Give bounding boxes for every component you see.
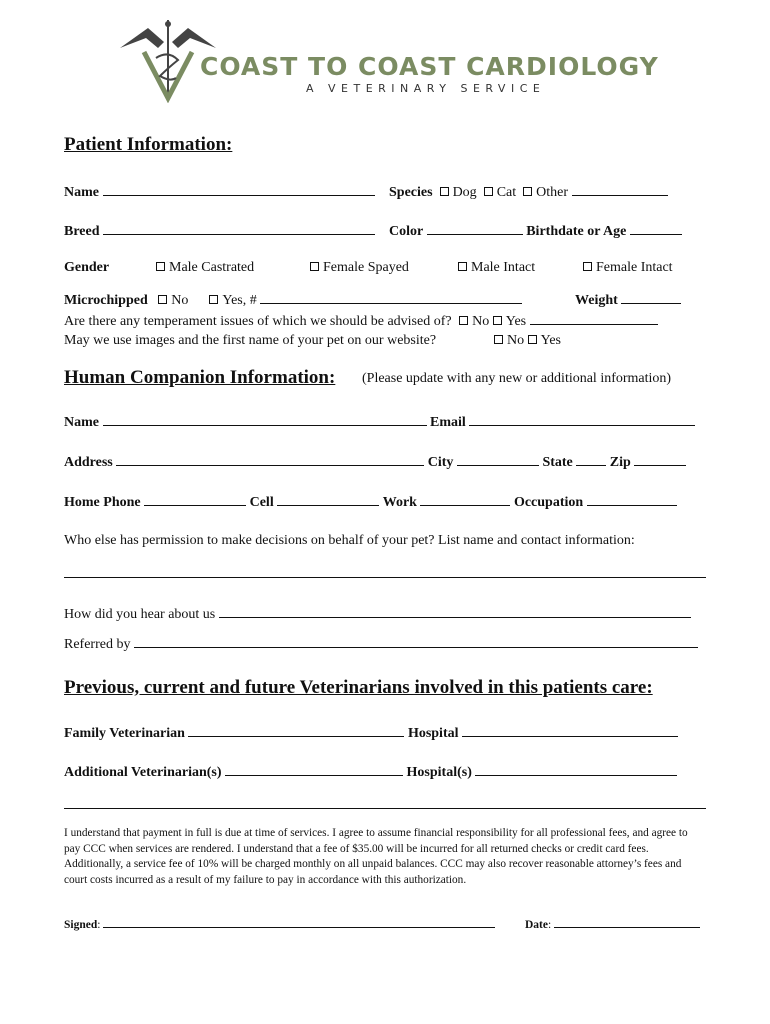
signed-row: Signed: xyxy=(64,915,495,931)
city-label: City xyxy=(427,455,454,470)
microchip-no-label: No xyxy=(171,293,189,308)
family-vet-row xyxy=(64,724,678,742)
temperament-question: Are there any temperament issues of which we should be advised of? xyxy=(64,314,452,329)
date-row: Date: xyxy=(525,915,700,931)
logo-name: COAST TO COAST CARDIOLOGY xyxy=(200,52,659,81)
images-question: May we use images and the first name of your pet on our website? xyxy=(64,333,437,348)
female-spayed-option[interactable] xyxy=(310,260,409,276)
hear-question: How did you hear about us xyxy=(64,607,216,622)
color-field[interactable] xyxy=(427,222,523,235)
permission-field[interactable] xyxy=(64,577,706,578)
patient-heading: Patient Information: xyxy=(64,134,233,155)
temperament-details-field[interactable] xyxy=(530,312,658,325)
images-no-label: No xyxy=(507,333,525,348)
zip-field[interactable] xyxy=(634,453,686,466)
hospital-field[interactable] xyxy=(462,724,678,737)
human-name-field[interactable] xyxy=(103,413,427,426)
email-field[interactable] xyxy=(469,413,695,426)
family-vet-label: Family Veterinarian xyxy=(64,726,185,741)
male-castrated-checkbox[interactable] xyxy=(156,262,165,271)
signature-field[interactable] xyxy=(103,915,495,928)
other-species-field[interactable] xyxy=(572,183,668,196)
breed-row xyxy=(64,222,375,240)
female-spayed-label: Female Spayed xyxy=(323,260,409,275)
temperament-no-checkbox[interactable] xyxy=(459,316,468,325)
microchipped-label: Microchipped xyxy=(64,293,148,308)
additional-vet-row xyxy=(64,763,677,781)
logo xyxy=(118,18,659,108)
birthdate-label: Birthdate or Age xyxy=(526,224,627,239)
additional-vet-label: Additional Veterinarian(s) xyxy=(64,765,222,780)
additional-vet-extra-field[interactable] xyxy=(64,808,706,809)
human-note: (Please update with any new or additional information) xyxy=(362,371,672,386)
images-options xyxy=(494,333,561,349)
microchip-yes-label: Yes, # xyxy=(222,293,257,308)
agreement-text: I understand that payment in full is due at time of services. I agree to assume financial responsibility for all professional fees, and agree to pay CCC when services are rendered. I understand that a fee of $35.00 will be incurred for all returned checks or credit card fees. Additionally, a service fee of 10% will be charged monthly on all unpaid balances. CCC may also recover reasonable attorney’s fees and court costs incurred as a result of my failure to pay in accordance with this authorization. xyxy=(64,827,688,886)
human-heading: Human Companion Information: xyxy=(64,367,336,388)
female-intact-option[interactable] xyxy=(583,260,673,276)
additional-vet-field[interactable] xyxy=(225,763,403,776)
referred-field[interactable] xyxy=(134,635,698,648)
hospitals-field[interactable] xyxy=(475,763,677,776)
permission-question: Who else has permission to make decisions on behalf of your pet? List name and contact information: xyxy=(64,533,635,548)
color-label: Color xyxy=(389,224,424,239)
species-label: Species xyxy=(389,185,433,200)
dog-label: Dog xyxy=(452,185,477,200)
temperament-row xyxy=(64,312,658,330)
cell-field[interactable] xyxy=(277,493,379,506)
microchip-yes-checkbox[interactable] xyxy=(209,295,218,304)
female-intact-checkbox[interactable] xyxy=(583,262,592,271)
vets-heading: Previous, current and future Veterinarians involved in this patients care: xyxy=(64,677,653,698)
email-label: Email xyxy=(430,415,466,430)
images-yes-label: Yes xyxy=(540,333,561,348)
signed-label: Signed xyxy=(64,919,98,931)
female-intact-label: Female Intact xyxy=(596,260,673,275)
gender-label: Gender xyxy=(64,260,110,275)
state-field[interactable] xyxy=(576,453,606,466)
female-spayed-checkbox[interactable] xyxy=(310,262,319,271)
microchip-no-checkbox[interactable] xyxy=(158,295,167,304)
microchip-row xyxy=(64,291,522,309)
address-field[interactable] xyxy=(116,453,424,466)
male-intact-label: Male Intact xyxy=(471,260,536,275)
weight-label: Weight xyxy=(575,293,618,308)
color-row xyxy=(389,222,682,240)
work-label: Work xyxy=(382,495,417,510)
microchip-number-field[interactable] xyxy=(260,291,522,304)
address-row xyxy=(64,453,686,471)
temperament-yes-label: Yes xyxy=(505,314,527,329)
patient-name-label: Name xyxy=(64,185,99,200)
species-row xyxy=(389,183,668,201)
zip-label: Zip xyxy=(609,455,631,470)
hospitals-label: Hospital(s) xyxy=(406,765,472,780)
breed-field[interactable] xyxy=(103,222,375,235)
home-phone-label: Home Phone xyxy=(64,495,141,510)
hospital-label: Hospital xyxy=(407,726,459,741)
male-intact-checkbox[interactable] xyxy=(458,262,467,271)
state-label: State xyxy=(542,455,573,470)
hear-field[interactable] xyxy=(219,605,691,618)
occupation-label: Occupation xyxy=(513,495,584,510)
patient-name-field[interactable] xyxy=(103,183,375,196)
human-name-row xyxy=(64,413,695,431)
date-label: Date xyxy=(525,919,548,931)
logo-tagline: A VETERINARY SERVICE xyxy=(306,82,546,95)
male-castrated-label: Male Castrated xyxy=(169,260,255,275)
city-field[interactable] xyxy=(457,453,539,466)
other-checkbox[interactable] xyxy=(523,187,532,196)
male-castrated-option[interactable] xyxy=(156,260,254,276)
patient-name-row xyxy=(64,183,375,201)
occupation-field[interactable] xyxy=(587,493,677,506)
weight-row xyxy=(575,291,681,309)
breed-label: Breed xyxy=(64,224,100,239)
weight-field[interactable] xyxy=(621,291,681,304)
dog-checkbox[interactable] xyxy=(440,187,449,196)
referred-row xyxy=(64,635,698,653)
hear-row xyxy=(64,605,691,623)
date-field[interactable] xyxy=(554,915,700,928)
referred-label: Referred by xyxy=(64,637,131,652)
cat-checkbox[interactable] xyxy=(484,187,493,196)
address-label: Address xyxy=(64,455,113,470)
temperament-no-label: No xyxy=(472,314,490,329)
family-vet-field[interactable] xyxy=(188,724,404,737)
images-yes-checkbox[interactable] xyxy=(528,335,537,344)
birthdate-field[interactable] xyxy=(630,222,682,235)
cell-label: Cell xyxy=(249,495,274,510)
phone-row xyxy=(64,493,677,511)
other-label: Other xyxy=(536,185,569,200)
human-name-label: Name xyxy=(64,415,99,430)
home-phone-field[interactable] xyxy=(144,493,246,506)
images-row xyxy=(64,333,436,349)
work-field[interactable] xyxy=(420,493,510,506)
cat-label: Cat xyxy=(496,185,517,200)
male-intact-option[interactable] xyxy=(458,260,535,276)
temperament-yes-checkbox[interactable] xyxy=(493,316,502,325)
images-no-checkbox[interactable] xyxy=(494,335,503,344)
